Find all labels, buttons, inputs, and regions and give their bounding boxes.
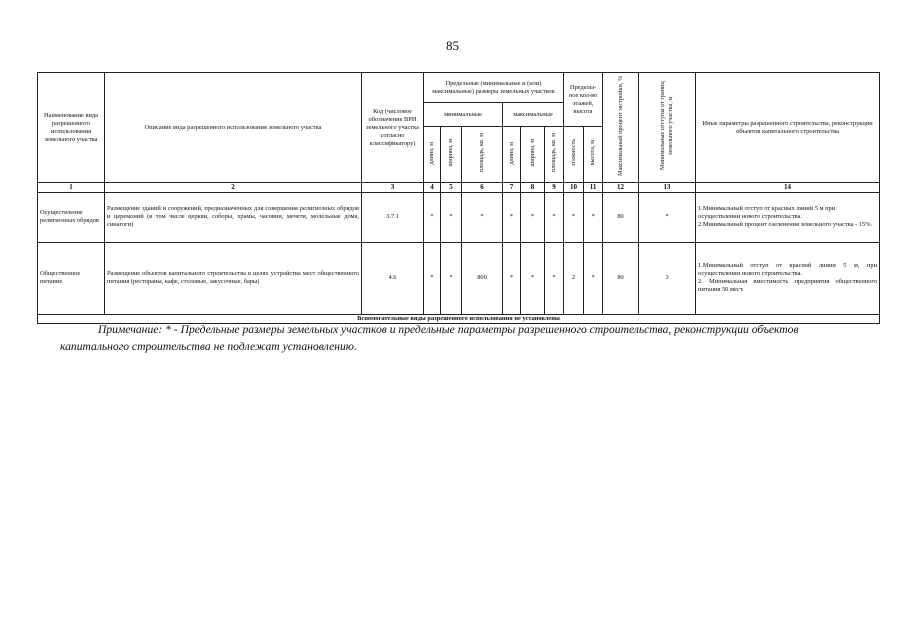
header-max: максимальные xyxy=(503,103,564,127)
header-min-area: площадь, кв. м xyxy=(462,127,503,183)
row-height: * xyxy=(584,242,603,314)
row-min-setback: * xyxy=(639,192,696,242)
table-footer: Вспомогательные виды разрешенного использования не установлены xyxy=(38,314,880,323)
column-number: 5 xyxy=(441,183,462,193)
header-floors-group: Пределы-ное кол-во этажей, высота xyxy=(564,73,603,127)
header-description: Описание вида разрешенного использования земельного участка xyxy=(105,73,362,183)
header-row-1 xyxy=(38,73,880,103)
row-other-params: 1.Минимальный отступ от красных линий 5 м при осуществлении нового строительства. 2.Минимальный процент озеленения земельного участка - 15%. xyxy=(696,192,880,242)
header-min-setback: Минимальные отступы от границ земельного участка, м xyxy=(639,73,696,183)
column-number: 14 xyxy=(696,183,880,193)
table-row xyxy=(38,192,880,242)
row-min-area: 800 xyxy=(462,242,503,314)
footnote: Примечание: * - Предельные размеры земельных участков и предельные параметры разрешенного строительства, реконструкции объектов капитального строительства не подлежат установлению. xyxy=(60,323,799,353)
column-number: 10 xyxy=(564,183,584,193)
row-max-length: * xyxy=(503,242,521,314)
column-number-row xyxy=(38,183,880,193)
header-max-area: площадь, кв. м xyxy=(545,127,564,183)
header-min: минимальные xyxy=(424,103,503,127)
header-max-coverage: Максимальный процент застройки, % xyxy=(603,73,639,183)
row-max-width: * xyxy=(521,242,545,314)
row-min-area: * xyxy=(462,192,503,242)
column-number: 9 xyxy=(545,183,564,193)
header-max-length: длина, м xyxy=(503,127,521,183)
row-other-params: 1.Минимальный отступ от красной линии 5 м, при осуществлении нового строительства. 2. Минимальная вместимость предприятия общественного питания 50 мест. xyxy=(696,242,880,314)
column-number: 1 xyxy=(38,183,105,193)
row-floors: * xyxy=(564,192,584,242)
regulations-table xyxy=(37,72,880,324)
column-number: 12 xyxy=(603,183,639,193)
column-number: 7 xyxy=(503,183,521,193)
table-row xyxy=(38,242,880,314)
column-number: 11 xyxy=(584,183,603,193)
row-min-width: * xyxy=(441,192,462,242)
column-number: 4 xyxy=(424,183,441,193)
column-number: 2 xyxy=(105,183,362,193)
row-max-area: * xyxy=(545,192,564,242)
row-description: Размещение зданий и сооружений, предназначенных для совершения религиозных обрядов и церемоний (в том числе церкви, соборы, храмы, часовни, мечети, молельные дома, синагоги) xyxy=(105,192,362,242)
row-max-length: * xyxy=(503,192,521,242)
column-number: 8 xyxy=(521,183,545,193)
row-height: * xyxy=(584,192,603,242)
header-min-width: ширина, м xyxy=(441,127,462,183)
header-code: Код (числовое обозначение ВРИ земельного участка согласно классификатору) xyxy=(362,73,424,183)
row-max-coverage: 80 xyxy=(603,242,639,314)
row-name: Общественное питание xyxy=(38,242,105,314)
row-max-area: * xyxy=(545,242,564,314)
row-floors: 2 xyxy=(564,242,584,314)
row-name: Осуществление религиозных обрядов xyxy=(38,192,105,242)
column-number: 3 xyxy=(362,183,424,193)
header-height: высота, м xyxy=(584,127,603,183)
header-name: Наименование вида разрешенного использования земельного участка xyxy=(38,73,105,183)
row-min-length: * xyxy=(424,192,441,242)
header-min-length: длина, м xyxy=(424,127,441,183)
row-code: 3.7.1 xyxy=(362,192,424,242)
column-number: 13 xyxy=(639,183,696,193)
header-floors: этажность xyxy=(564,127,584,183)
column-number: 6 xyxy=(462,183,503,193)
row-min-width: * xyxy=(441,242,462,314)
row-min-length: * xyxy=(424,242,441,314)
page-number: 85 xyxy=(446,38,459,53)
row-min-setback: 3 xyxy=(639,242,696,314)
header-other-params: Иные параметры разрешенного строительства, реконструкции объектов капитального строительства xyxy=(696,73,880,183)
row-max-coverage: 80 xyxy=(603,192,639,242)
row-max-width: * xyxy=(521,192,545,242)
row-code: 4.6 xyxy=(362,242,424,314)
header-max-width: ширина, м xyxy=(521,127,545,183)
row-description: Размещение объектов капитального строительства в целях устройства мест общественного питания (рестораны, кафе, столовые, закусочные, бары) xyxy=(105,242,362,314)
header-size-group: Предельные (минимальные и (или) максимальные) размеры земельных участков xyxy=(424,73,564,103)
